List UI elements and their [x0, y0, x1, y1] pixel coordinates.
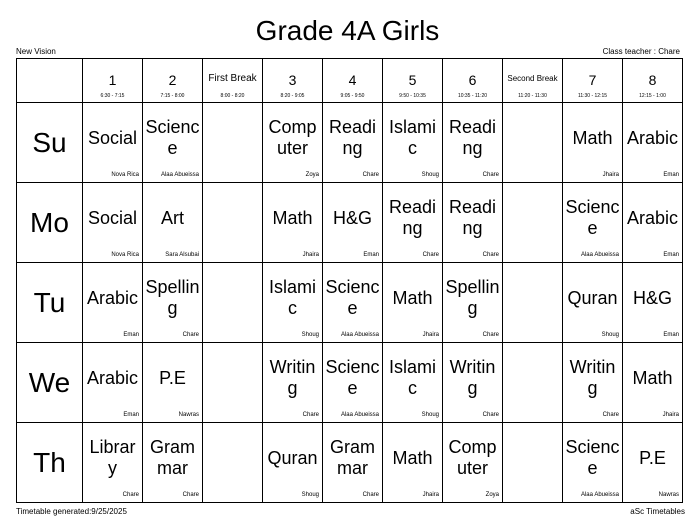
lesson-cell [383, 343, 443, 423]
subject-name: P.E [639, 447, 666, 468]
period-time: 8:20 - 9:05 [280, 93, 305, 99]
period-header [623, 59, 683, 103]
teacher-name: Eman [363, 252, 379, 258]
period-time: 8:00 - 8:20 [220, 93, 245, 99]
teacher-name: Chare [362, 492, 379, 498]
lesson-cell [623, 183, 683, 263]
period-number: 1 [108, 72, 117, 88]
lesson-cell [623, 103, 683, 183]
lesson-cell [563, 183, 623, 263]
subject-name: Science [565, 437, 620, 478]
lesson-cell [83, 103, 143, 183]
teacher-name: Jhaira [602, 172, 619, 178]
lesson-cell [623, 343, 683, 423]
period-header [563, 59, 623, 103]
subject-name: Reading [328, 117, 377, 158]
lesson-cell [443, 263, 503, 343]
subject-name: Social [87, 127, 138, 148]
period-time: 11:20 - 11:30 [518, 93, 547, 99]
day-name: Th [33, 446, 66, 478]
subject-name: Library [89, 437, 136, 478]
corner-cell [17, 59, 83, 103]
break-cell [503, 183, 563, 263]
header-row [17, 59, 683, 103]
teacher-name: Chare [122, 492, 139, 498]
lesson-cell [443, 183, 503, 263]
subject-name: Math [272, 207, 313, 228]
lesson-cell [263, 423, 323, 503]
period-time: 7:15 - 8:00 [160, 93, 185, 99]
subject-name: Islamic [388, 117, 436, 158]
day-cell [17, 103, 83, 183]
day-name: Mo [30, 206, 69, 238]
period-time: 9:05 - 9:50 [340, 93, 365, 99]
teacher-name: Zoya [485, 492, 499, 498]
subject-name: Arabic [86, 367, 139, 388]
break-cell [203, 103, 263, 183]
day-cell [17, 343, 83, 423]
teacher-name: Jhaira [662, 412, 679, 418]
period-number: 3 [288, 72, 297, 88]
teacher-name: Chare [422, 252, 439, 258]
subject-name: Writing [269, 357, 316, 398]
subject-name: Grammar [150, 437, 195, 478]
subject-name: Science [325, 357, 380, 398]
lesson-cell [563, 343, 623, 423]
break-label: First Break [208, 73, 257, 84]
teacher-name: Nova Rica [111, 172, 139, 178]
lesson-cell [263, 343, 323, 423]
break-label: Second Break [507, 74, 558, 83]
day-row [17, 343, 683, 423]
subject-name: Science [565, 197, 620, 238]
subject-name: H&G [632, 287, 672, 308]
lesson-cell [263, 183, 323, 263]
teacher-name: Alaa Abueissa [160, 172, 199, 178]
software-credit: aSc Timetables [630, 507, 685, 516]
lesson-cell [623, 423, 683, 503]
period-time: 11:30 - 12:15 [577, 93, 608, 99]
break-cell [203, 343, 263, 423]
subject-name: Math [632, 367, 673, 388]
subject-name: Math [572, 127, 613, 148]
teacher-name: Chare [482, 252, 499, 258]
teacher-name: Shoug [301, 332, 319, 338]
day-row [17, 183, 683, 263]
subject-name: Writing [449, 357, 496, 398]
break-header [503, 59, 563, 103]
class-teacher: Class teacher : Chare [602, 47, 680, 56]
subject-name: Computer [448, 437, 497, 478]
lesson-cell [143, 423, 203, 503]
page-title: Grade 4A Girls [255, 15, 440, 46]
teacher-name: Alaa Abueissa [340, 412, 379, 418]
period-number: 8 [648, 72, 657, 88]
subject-name: Islamic [388, 357, 436, 398]
lesson-cell [143, 263, 203, 343]
day-name: Tu [33, 286, 66, 318]
teacher-name: Chare [182, 492, 199, 498]
lesson-cell [83, 183, 143, 263]
teacher-name: Sara Alsubai [165, 252, 199, 258]
break-cell [203, 183, 263, 263]
teacher-name: Chare [482, 172, 499, 178]
lesson-cell [563, 103, 623, 183]
lesson-cell [443, 423, 503, 503]
teacher-name: Alaa Abueissa [580, 492, 619, 498]
lesson-cell [443, 343, 503, 423]
teacher-name: Shoug [421, 172, 439, 178]
lesson-cell [383, 103, 443, 183]
lesson-cell [563, 423, 623, 503]
lesson-cell [323, 423, 383, 503]
lesson-cell [263, 103, 323, 183]
subject-name: Quran [267, 447, 318, 468]
break-cell [503, 343, 563, 423]
subject-name: Islamic [268, 277, 316, 318]
teacher-name: Eman [123, 332, 139, 338]
period-number: 7 [588, 72, 597, 88]
teacher-name: Chare [602, 412, 619, 418]
teacher-name: Jhaira [422, 492, 439, 498]
teacher-name: Shoug [421, 412, 439, 418]
teacher-name: Alaa Abueissa [580, 252, 619, 258]
subject-name: Science [145, 117, 200, 158]
period-header [323, 59, 383, 103]
subject-name: Spelling [445, 277, 500, 318]
subject-name: Arabic [626, 127, 679, 148]
lesson-cell [83, 263, 143, 343]
teacher-name: Chare [482, 412, 499, 418]
lesson-cell [383, 423, 443, 503]
teacher-name: Nawras [178, 412, 199, 418]
period-header [83, 59, 143, 103]
teacher-name: Nova Rica [111, 252, 139, 258]
lesson-cell [623, 263, 683, 343]
period-header [263, 59, 323, 103]
subject-name: Art [160, 207, 184, 228]
period-header [443, 59, 503, 103]
subject-name: Computer [268, 117, 317, 158]
school-name: New Vision [16, 47, 56, 56]
break-cell [203, 263, 263, 343]
break-cell [503, 423, 563, 503]
lesson-cell [143, 103, 203, 183]
period-header [143, 59, 203, 103]
subject-name: Math [392, 447, 433, 468]
lesson-cell [323, 343, 383, 423]
day-cell [17, 183, 83, 263]
period-time: 10:35 - 11:20 [457, 93, 488, 99]
break-cell [503, 263, 563, 343]
day-cell [17, 423, 83, 503]
subject-name: Quran [567, 287, 618, 308]
teacher-name: Nawras [658, 492, 679, 498]
period-number: 4 [348, 72, 357, 88]
teacher-name: Jhaira [422, 332, 439, 338]
teacher-name: Chare [302, 412, 319, 418]
subject-name: Social [87, 207, 138, 228]
period-time: 6:30 - 7:15 [100, 93, 125, 99]
teacher-name: Shoug [601, 332, 619, 338]
teacher-name: Eman [663, 332, 679, 338]
teacher-name: Chare [182, 332, 199, 338]
teacher-name: Alaa Abueissa [340, 332, 379, 338]
lesson-cell [143, 343, 203, 423]
day-name: We [28, 366, 71, 398]
subject-name: Reading [388, 197, 437, 238]
lesson-cell [563, 263, 623, 343]
period-number: 2 [168, 72, 177, 88]
lesson-cell [83, 423, 143, 503]
break-header [203, 59, 263, 103]
subject-name: Writing [569, 357, 616, 398]
subject-name: Reading [448, 197, 497, 238]
subject-name: Math [392, 287, 433, 308]
lesson-cell [443, 103, 503, 183]
period-number: 6 [468, 72, 477, 88]
teacher-name: Shoug [301, 492, 319, 498]
teacher-name: Eman [123, 412, 139, 418]
day-row [17, 423, 683, 503]
day-cell [17, 263, 83, 343]
period-time: 12:15 - 1:00 [639, 93, 666, 99]
lesson-cell [143, 183, 203, 263]
generated-date: Timetable generated:9/25/2025 [16, 507, 127, 516]
lesson-cell [323, 183, 383, 263]
subject-name: Science [325, 277, 380, 318]
lesson-cell [263, 263, 323, 343]
subject-name: Arabic [626, 207, 679, 228]
teacher-name: Zoya [305, 172, 319, 178]
subject-name: P.E [159, 367, 186, 388]
subject-name: Grammar [330, 437, 375, 478]
day-row [17, 263, 683, 343]
period-number: 5 [408, 72, 417, 88]
teacher-name: Jhaira [302, 252, 319, 258]
teacher-name: Chare [482, 332, 499, 338]
subject-name: H&G [332, 207, 372, 228]
lesson-cell [323, 103, 383, 183]
break-cell [203, 423, 263, 503]
day-row [17, 103, 683, 183]
subject-name: Arabic [86, 287, 139, 308]
teacher-name: Eman [663, 172, 679, 178]
timetable [16, 58, 683, 503]
subject-name: Reading [448, 117, 497, 158]
teacher-name: Eman [663, 252, 679, 258]
subject-name: Spelling [145, 277, 200, 318]
period-time: 9:50 - 10:35 [399, 93, 426, 99]
period-header [383, 59, 443, 103]
lesson-cell [83, 343, 143, 423]
lesson-cell [383, 183, 443, 263]
day-name: Su [32, 126, 67, 158]
lesson-cell [323, 263, 383, 343]
lesson-cell [383, 263, 443, 343]
teacher-name: Chare [362, 172, 379, 178]
break-cell [503, 103, 563, 183]
